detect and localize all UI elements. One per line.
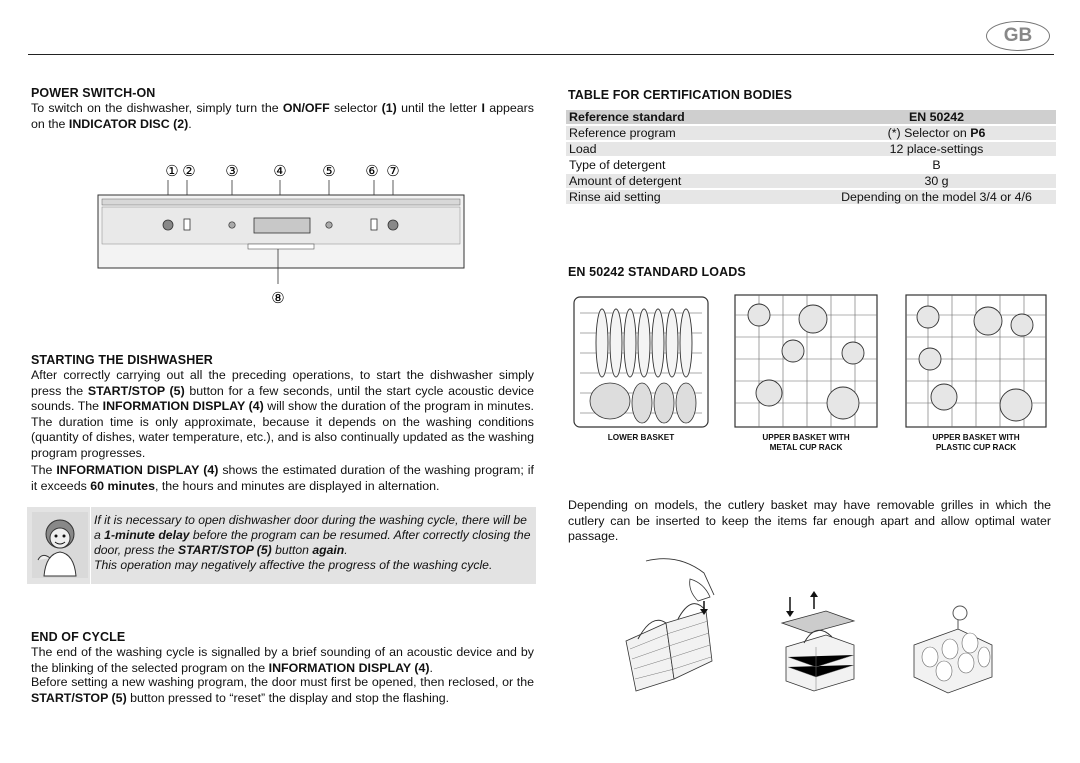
table-header-row [566,110,1056,124]
callout-4: ④ [273,163,287,180]
caption-upper-basket-metal: UPPER BASKET WITH METAL CUP RACK [762,433,850,452]
callout-5: ⑤ [322,163,336,180]
note-text: If it is necessary to open dishwasher door during the washing cycle, there will be a 1-minute delay before the program can be resumed. After correctly closing the door, press the START/STOP (5) button again. This operation may negatively affective the progress of the washing cycle. [94,513,531,572]
starting-paragraph-2: The INFORMATION DISPLAY (4) shows the estimated duration of the washing program; if it exceeds 60 minutes, the hours and minutes are displayed in alternation. [31,463,535,493]
cutlery-basket-hand-illustration [618,553,730,693]
on-off-knob [163,220,173,230]
table-cell-value: 30 g [817,174,1056,188]
upper-basket-metal-illustration [733,293,879,431]
table-cell-label: Amount of detergent [566,174,817,188]
note-divider [90,507,91,584]
callout-1: ① [165,163,179,180]
starting-title: STARTING THE DISHWASHER [31,353,213,367]
table-cell-label: Reference program [566,126,817,140]
certification-table [566,108,1056,206]
upper-basket-plastic-illustration [904,293,1048,431]
table-header-cell: EN 50242 [817,110,1056,124]
starting-paragraph-1: After correctly carrying out all the preceding operations, to start the dishwasher simply press the START/STOP (5) button for a few seconds, until the start cycle acoustic device sounds. The INFORMATION DISPLAY (4) will show the duration of the program in minutes. The duration time is only approximate, because it depends on the washing conditions (quantity of dishes, water temperature, etc.), and is also continually updated as the washing program progresses. [31,368,534,460]
end-paragraph-2: Before setting a new washing program, the door must first be opened, then reclosed, or the START/STOP (5) button pressed to “reset” the display and stop the flashing. [31,675,534,705]
loads-title: EN 50242 STANDARD LOADS [568,265,746,279]
end-paragraph-1: The end of the washing cycle is signalled by a brief sounding of an acoustic device and by the blinking of the selected program on the INFORMATION DISPLAY (4). [31,645,534,675]
callout-8: ⑧ [271,290,285,307]
caption-lower-basket: LOWER BASKET [607,433,675,442]
information-display [254,218,310,233]
table-cell-label: Rinse aid setting [566,190,817,204]
table-cell-label: Type of detergent [569,158,666,172]
power-paragraph: To switch on the dishwasher, simply turn the ON/OFF selector (1) until the letter I appears on the INDICATOR DISC (2). [31,101,534,131]
power-title: POWER SWITCH-ON [31,86,156,100]
table-title: TABLE FOR CERTIFICATION BODIES [568,88,793,102]
table-cell-value: B [932,158,941,172]
table-row [566,126,1056,140]
mascot-icon [32,512,88,578]
callout-6: ⑥ [365,163,379,180]
cutlery-paragraph: Depending on models, the cutlery basket may have removable grilles in which the cutlery can be inserted to keep the items far enough apart and allow optimal water passage. [568,498,1051,543]
table-cell-value: 12 place-settings [817,142,1056,156]
table-row [566,190,1056,204]
table-row [566,174,1056,188]
end-title: END OF CYCLE [31,630,126,644]
table-header-cell: Reference standard [566,110,817,124]
indicator-disc [184,219,190,230]
lower-basket-illustration [572,293,710,431]
table-row [566,158,1056,172]
header-rule [28,54,1054,55]
callout-7: ⑦ [386,163,400,180]
table-cell-label: Load [566,142,817,156]
caption-upper-basket-plastic: UPPER BASKET WITH PLASTIC CUP RACK [932,433,1020,452]
callout-2: ② [182,163,196,180]
control-panel-diagram [96,158,468,310]
table-cell-value: Depending on the model 3/4 or 4/6 [817,190,1056,204]
language-badge: GB [986,21,1050,51]
cup-rack-illustration [908,605,994,695]
table-cell-value: (*) Selector on P6 [817,126,1056,140]
cutlery-basket-grille-illustration [776,585,860,693]
table-row [566,142,1056,156]
callout-3: ③ [225,163,239,180]
